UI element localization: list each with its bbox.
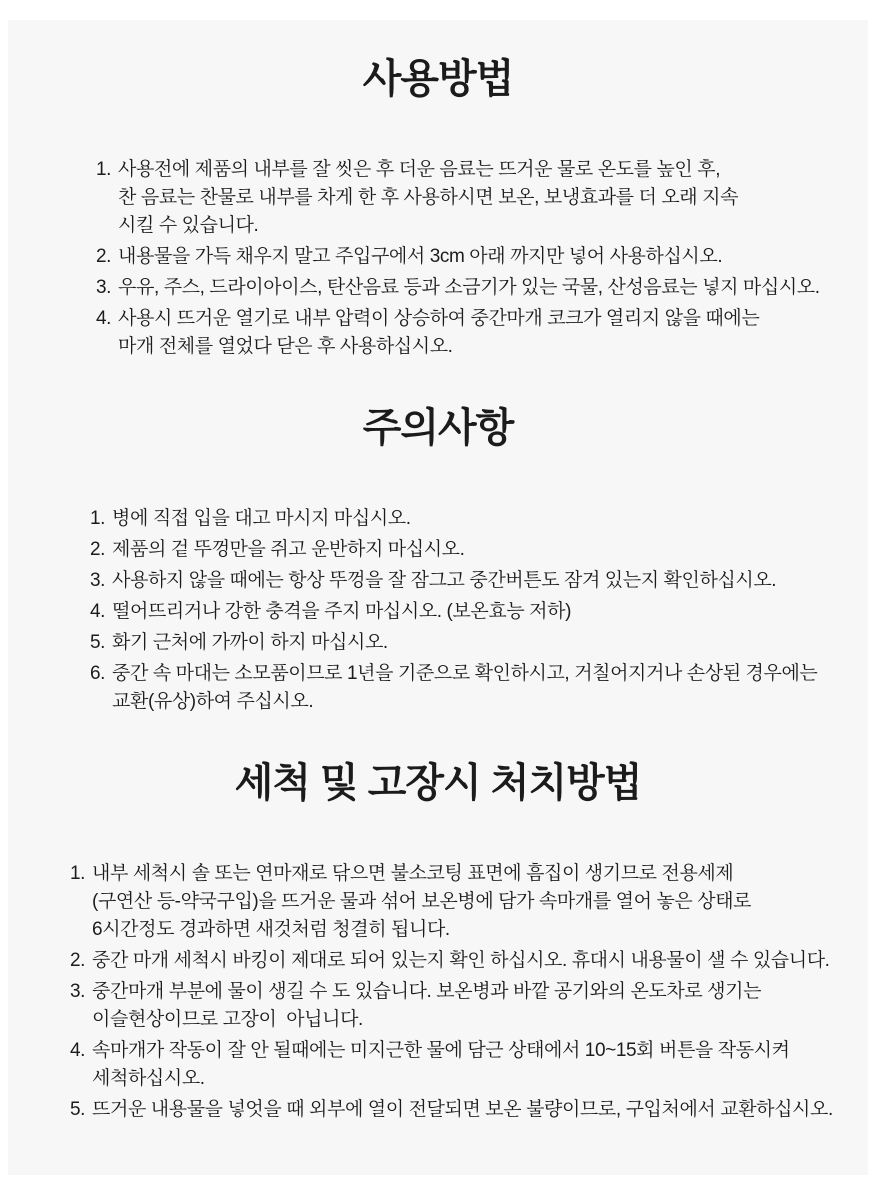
text-line: 병에 직접 입을 대고 마시지 마십시오.	[112, 508, 411, 529]
item-text	[92, 1037, 790, 1093]
item-text	[112, 536, 464, 564]
list-item	[70, 947, 848, 975]
item-text	[92, 860, 751, 944]
item-number: 3.	[90, 570, 106, 591]
item-text	[112, 505, 411, 533]
item-text	[118, 243, 722, 271]
list-item	[90, 598, 848, 626]
text-line: 이슬현상이므로 고장이 아닙니다.	[92, 1009, 363, 1030]
list-item	[90, 567, 848, 595]
item-number: 1.	[96, 159, 112, 180]
list-item	[96, 274, 848, 302]
text-line: 우유, 주스, 드라이아이스, 탄산음료 등과 소금기가 있는 국물, 산성음료는 넣지 마십시오.	[118, 277, 820, 298]
text-line: 내부 세척시 솔 또는 연마재로 닦으면 불소코팅 표면에 흠집이 생기므로 전용세제	[92, 863, 734, 884]
list-item	[70, 978, 848, 1034]
instruction-list-cleaning	[28, 860, 848, 1124]
section-title-precautions: 주의사항	[362, 406, 514, 450]
item-number: 3.	[70, 981, 86, 1002]
text-line: 마개 전체를 열었다 닫은 후 사용하십시오.	[118, 336, 453, 357]
text-line: 시킬 수 있습니다.	[118, 215, 259, 236]
item-number: 1.	[70, 863, 86, 884]
text-line: 중간마개 부분에 물이 생길 수 도 있습니다. 보온병과 바깥 공기와의 온도차로 생기는	[92, 981, 762, 1002]
item-number: 4.	[70, 1040, 86, 1061]
list-item	[96, 243, 848, 271]
text-line: (구연산 등-약국구입)을 뜨거운 물과 섞어 보온병에 담가 속마개를 열어 놓은 상태로	[92, 891, 752, 912]
item-text	[118, 305, 759, 361]
text-line: 중간 마개 세척시 바킹이 제대로 되어 있는지 확인 하십시오. 휴대시 내용물이 샐 수 있습니다.	[92, 950, 830, 971]
list-item	[70, 860, 848, 944]
item-number: 5.	[90, 632, 106, 653]
item-number: 2.	[70, 950, 86, 971]
item-text	[92, 978, 761, 1034]
text-line: 6시간정도 경과하면 새것처럼 청결히 됩니다.	[92, 919, 450, 940]
item-text	[112, 629, 388, 657]
text-line: 화기 근처에 가까이 하지 마십시오.	[112, 632, 388, 653]
text-line: 세척하십시오.	[92, 1068, 205, 1089]
instruction-list-precautions	[28, 505, 848, 716]
text-line: 사용시 뜨거운 열기로 내부 압력이 상승하여 중간마개 코크가 열리지 않을 때에는	[118, 308, 760, 329]
item-text	[112, 660, 817, 716]
section-usage	[28, 58, 848, 361]
item-number: 2.	[90, 539, 106, 560]
text-line: 내용물을 가득 채우지 말고 주입구에서 3cm 아래 까지만 넣어 사용하십시오.	[118, 246, 723, 267]
list-item	[90, 660, 848, 716]
item-number: 6.	[90, 663, 106, 684]
text-line: 떨어뜨리거나 강한 충격을 주지 마십시오. (보온효능 저하)	[112, 601, 571, 622]
text-line: 중간 속 마대는 소모품이므로 1년을 기준으로 확인하시고, 거칠어지거나 손상된 경우에는	[112, 663, 818, 684]
section-cleaning-troubleshooting	[28, 762, 848, 1124]
item-number: 5.	[70, 1099, 86, 1120]
item-number: 4.	[90, 601, 106, 622]
item-text	[118, 156, 738, 240]
item-number: 3.	[96, 277, 112, 298]
item-text	[92, 947, 829, 975]
list-item	[70, 1096, 848, 1124]
list-item	[96, 305, 848, 361]
item-text	[92, 1096, 833, 1124]
care-instructions-panel	[8, 20, 868, 1175]
text-line: 속마개가 작동이 잘 안 될때에는 미지근한 물에 담근 상태에서 10~15회 버튼을 작동시켜	[92, 1040, 790, 1061]
list-item	[90, 536, 848, 564]
list-item	[90, 505, 848, 533]
item-text	[118, 274, 820, 302]
item-number: 4.	[96, 308, 112, 329]
text-line: 교환(유상)하여 주십시오.	[112, 691, 314, 712]
text-line: 사용전에 제품의 내부를 잘 씻은 후 더운 음료는 뜨거운 물로 온도를 높인 후,	[118, 159, 721, 180]
item-text	[112, 567, 776, 595]
instruction-list-usage	[28, 156, 848, 361]
item-number: 1.	[90, 508, 106, 529]
item-number: 2.	[96, 246, 112, 267]
text-line: 찬 음료는 찬물로 내부를 차게 한 후 사용하시면 보온, 보냉효과를 더 오래 지속	[118, 187, 739, 208]
list-item	[90, 629, 848, 657]
section-title-cleaning: 세척 및 고장시 처치방법	[234, 761, 642, 805]
text-line: 사용하지 않을 때에는 항상 뚜껑을 잘 잠그고 중간버튼도 잠겨 있는지 확인하십시오.	[112, 570, 777, 591]
section-precautions	[28, 407, 848, 716]
text-line: 뜨거운 내용물을 넣엇을 때 외부에 열이 전달되면 보온 불량이므로, 구입처에서 교환하십시오.	[92, 1099, 833, 1120]
list-item	[96, 156, 848, 240]
section-title-usage: 사용방법	[362, 57, 514, 101]
list-item	[70, 1037, 848, 1093]
text-line: 제품의 겉 뚜껑만을 쥐고 운반하지 마십시오.	[112, 539, 465, 560]
item-text	[112, 598, 571, 626]
